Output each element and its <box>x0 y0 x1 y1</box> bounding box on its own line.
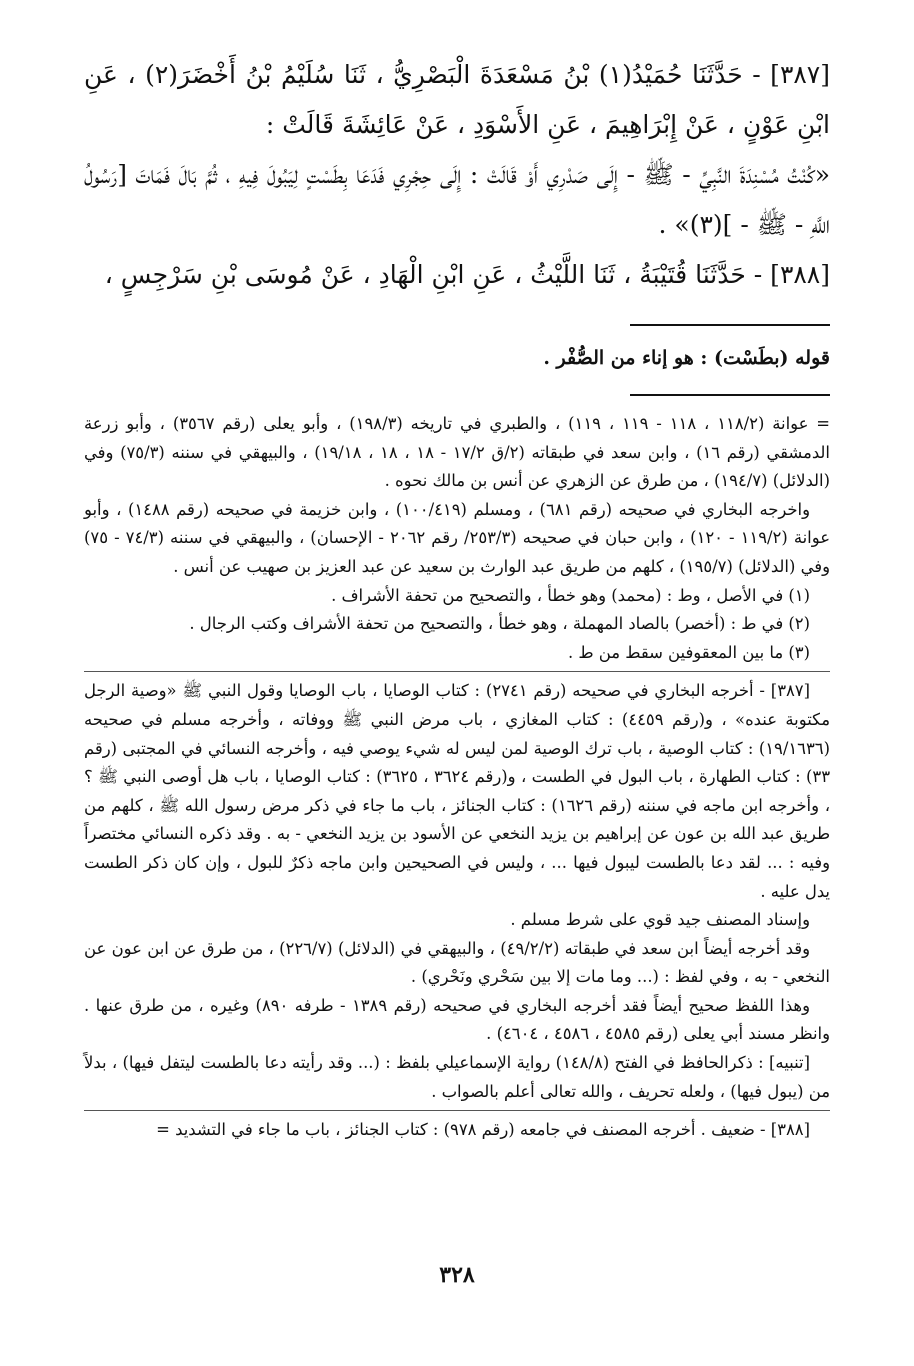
takhrij-388: [٣٨٨] - ضعيف . أخرجه المصنف في جامعه (رقم ٩٧٨) : كتاب الجنائز ، باب ما جاء في التشديد = <box>156 1120 810 1140</box>
footnote-3: (٣) ما بين المعقوفين سقط من ط . <box>568 642 810 662</box>
takhrij-387-additional: وقد أخرجه أيضاً ابن سعد في طبقاته (٤٩/٢/٢) ، والبيهقي في (الدلائل) (٢٢٦/٧) ، من طرق عن ابن عون عن النخعي - به ، وفي لفظ : (... وما مات إلا بين سَحْري ونَحْري) . <box>84 938 830 987</box>
hadith-388-isnad: [٣٨٨] - حَدَّثَنَا قُتَيْبَةُ ، ثَنَا اللَّيْثُ ، عَنِ ابْنِ الْهَادِ ، عَنْ مُوسَى بْنِ سَرْجِسٍ ، <box>104 260 830 289</box>
page-body <box>84 50 830 1145</box>
takhrij-387-isnad-grade: وإسناد المصنف جيد قوي على شرط مسلم . <box>510 910 810 930</box>
takhrij-continuation-1: = عوانة (١١٨/٢ ، ١١٨ - ١١٩ ، ١١٩) ، والطبري في تاريخه (١٩٨/٣) ، وأبو يعلى (رقم ٣٥٦٧) ، وأبو زرعة الدمشقي (رقم ١٦) ، وابن سعد في طبقاته (٢/ق ١٧/٢ - ١٨ ، ١٨ ، ١٩/١٨) ، والبيهقي في سننه (٧٥/٣) وفي (الدلائل) (١٩٤/٧) ، من طرق عن الزهري عن أنس بن مالك نحوه . <box>84 414 831 491</box>
page-number: ٣٢٨ <box>439 1262 475 1288</box>
footnotes <box>84 410 830 1145</box>
takhrij-continuation-2: واخرجه البخاري في صحيحه (رقم ٦٨١) ، ومسلم (١٠٠/٤١٩) ، وابن خزيمة في صحيحه (رقم ١٤٨٨) ، وأبو عوانة (١١٩/٢ - ١٢٠) ، وابن حبان في صحيحه (٢٥٣/٣/ رقم ٢٠٦٢ - الإحسان) ، والبيهقي في سننه (٧٤/٣ - ٧٥) وفي (الدلائل) (١٩٥/٧) ، كلهم من طريق عبد الوارث بن سعيد عن عبد العزيز بن صهيب عن أنس . <box>84 499 830 576</box>
footnote-2: (٢) في ط : (أخصر) بالصاد المهملة ، وهو خطأ ، والتصحيح من تحفة الأشراف وكتب الرجال . <box>189 614 810 634</box>
glossary-note: قوله (بطَسْت) : هو إناء من الصُّفْر . <box>543 347 830 369</box>
hadith-387-isnad: [٣٨٧] - حَدَّثَنَا حُمَيْدُ(١) بْنُ مَسْعَدَةَ الْبَصْرِيُّ ، ثَنَا سُلَيْمُ بْنُ أَخْضَرَ(٢) ، عَنِ ابْنِ عَوْنٍ ، عَنْ إِبْرَاهِيمَ ، عَنِ الأَسْوَدِ ، عَنْ عَائِشَةَ قَالَتْ : <box>84 60 830 139</box>
takhrij-387-lafz: وهذا اللفظ صحيح أيضاً فقد أخرجه البخاري في صحيحه (رقم ١٣٨٩ - طرفه ٨٩٠) وغيره ، من طرق عنها . وانظر مسند أبي يعلى (رقم ٤٥٨٥ ، ٤٥٨٦ ، ٤٦٠٤) . <box>84 995 830 1044</box>
footnote-divider <box>630 394 830 396</box>
tanbih-note: [تنبيه] : ذكرالحافظ في الفتح (١٤٨/٨) رواية الإسماعيلي بلفظ : (... وقد رأيته دعا بالطست ليتفل فيها) ، بدلاً من (يبول فيها) ، ولعله تحريف ، والله تعالى أعلم بالصواب . <box>84 1053 830 1101</box>
footnote-separator <box>84 671 830 672</box>
main-text <box>84 50 830 300</box>
main-divider <box>630 324 830 326</box>
takhrij-387: [٣٨٧] - أخرجه البخاري في صحيحه (رقم ٢٧٤١) : كتاب الوصايا ، باب الوصايا وقول النبي ﷺ «وصية الرجل مكتوبة عنده» ، و(رقم ٤٤٥٩) : كتاب المغازي ، باب مرض النبي ﷺ ووفاته ، وأخرجه مسلم في صحيحه (١٩/١٦٣٦) : كتاب الوصية ، باب ترك الوصية لمن ليس له شيء يوصي فيه ، وأخرجه النسائي في المجتبى (رقم ٣٣) : كتاب الطهارة ، باب البول في الطست ، و(رقم ٣٦٢٤ ، ٣٦٢٥) : كتاب الوصايا ، باب هل أوصى النبي ﷺ ؟ ، وأخرجه ابن ماجه في سننه (رقم ١٦٢٦) : كتاب الجنائز ، باب ما جاء في ذكر مرض رسول الله ﷺ ، كلهم من طريق عبد الله بن عون عن إبراهيم بن يزيد النخعي عن الأسود بن يزيد النخعي - به . وقد ذكره النسائي مختصراً وفيه : ... لقد دعا بالطست ليبول فيها ... ، وليس في الصحيحين وابن ماجه ذكرٌ للبول ، وإن كان ذكر الطست يدل عليه . <box>84 681 830 901</box>
footnote-1: (١) في الأصل ، وط : (محمد) وهو خطأ ، والتصحيح من تحفة الأشراف . <box>331 585 810 605</box>
footnote-separator-2 <box>84 1110 830 1111</box>
hadith-387-matn: «كُنْتُ مُسْنِدَةَ النَّبِيِّ - ﷺ - إِلَى صَدْرِي أَوْ قَالَتْ : إِلَى حِجْرِي فَدَعَا بِطَسْتٍ لِيَبُولَ فِيهِ ، ثُمَّ بَالَ فَمَاتَ [رَسُولُ اللَّهِ - ﷺ - ](٣)» . <box>84 160 830 239</box>
